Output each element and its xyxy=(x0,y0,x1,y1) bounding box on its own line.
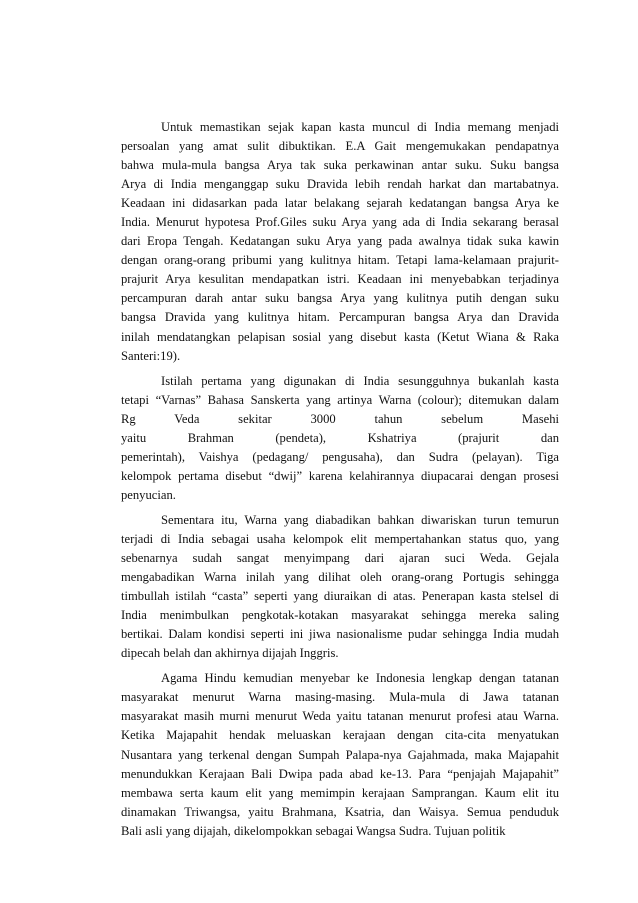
text-line: dengan orang-orang pribumi yang kulitnya hitam. Tetapi lama-kelamaan prajurit- xyxy=(121,253,559,268)
text-line: percampuran darah antar suku bangsa Arya yang kulitnya putih dengan suku xyxy=(121,291,559,306)
body-text xyxy=(121,118,559,847)
text-line: Ketika Majapahit hendak meluaskan kerajaan dengan cita-cita menyatukan xyxy=(121,728,559,743)
text-line: Bali asli yang dijajah, dikelompokkan sebagai Wangsa Sudra. Tujuan politik xyxy=(121,823,506,838)
text-line: terjadi di India sebagai usaha kelompok elit mempertahankan status quo, yang xyxy=(121,531,559,546)
text-line: Istilah pertama yang digunakan di India sesungguhnya bukanlah kasta xyxy=(161,373,559,388)
text-line: masyarakat masih murni menurut Weda yaitu tatanan menurut profesi atau Warna. xyxy=(121,709,559,724)
text-line: Keadaan ini didasarkan pada latar belakang sejarah kedatangan bangsa Arya ke xyxy=(121,196,559,211)
text-line: timbullah istilah “casta” seperti yang diuraikan di atas. Penerapan kasta stelsel di xyxy=(121,589,559,604)
text-line: Nusantara yang terkenal dengan Sumpah Palapa-nya Gajahmada, maka Majapahit xyxy=(121,747,559,762)
paragraph-1 xyxy=(121,118,559,366)
paragraph-3 xyxy=(121,511,559,663)
paragraph-2 xyxy=(121,372,559,505)
text-line: sebenarnya sudah sangat menyimpang dari ajaran suci Weda. Gejala xyxy=(121,551,559,566)
text-line: Rg Veda sekitar 3000 tahun sebelum Masehi xyxy=(121,411,559,426)
text-line: bahwa mula-mula bangsa Arya tak suka perkawinan antar suku. Suku bangsa xyxy=(121,158,559,173)
text-line: dari Eropa Tengah. Kedatangan suku Arya yang pada awalnya tidak suka kawin xyxy=(121,234,559,249)
text-line: bertikai. Dalam kondisi seperti ini jiwa nasionalisme pudar sehingga India mudah xyxy=(121,627,559,642)
text-line: prajurit Arya kesulitan mendapatkan istri. Keadaan ini menyebabkan terjadinya xyxy=(121,272,559,287)
text-line: Agama Hindu kemudian menyebar ke Indonesia lengkap dengan tatanan xyxy=(161,671,559,686)
paragraph-4 xyxy=(121,669,559,840)
text-line: menundukkan Kerajaan Bali Dwipa pada abad ke-13. Para “penjajah Majapahit” xyxy=(121,766,559,781)
text-line: inilah mendatangkan pelapisan sosial yang disebut kasta (Ketut Wiana & Raka xyxy=(121,329,559,344)
text-line: India. Menurut hypotesa Prof.Giles suku Arya yang ada di India sekarang berasal xyxy=(121,215,559,230)
text-line: membawa serta kaum elit yang memimpin kerajaan Samprangan. Kaum elit itu xyxy=(121,785,559,800)
text-line: bangsa Dravida yang kulitnya hitam. Percampuran bangsa Arya dan Dravida xyxy=(121,310,559,325)
text-line: dipecah belah dan akhirnya dijajah Inggris. xyxy=(121,646,339,661)
text-line: dinamakan Triwangsa, yaitu Brahmana, Ksatria, dan Waisya. Semua penduduk xyxy=(121,804,559,819)
text-line: yaitu Brahman (pendeta), Kshatriya (prajurit dan xyxy=(121,430,559,445)
text-line: Santeri:19). xyxy=(121,348,181,363)
text-line: Untuk memastikan sejak kapan kasta muncul di India memang menjadi xyxy=(161,120,559,134)
text-line: Arya di India menganggap suku Dravida lebih rendah harkat dan martabatnya. xyxy=(121,177,559,192)
text-line: persoalan yang amat sulit dibuktikan. E.A Gait mengemukakan pendapatnya xyxy=(121,139,559,154)
text-line: Sementara itu, Warna yang diabadikan bahkan diwariskan turun temurun xyxy=(161,512,559,527)
text-line: India menimbulkan pengkotak-kotakan masyarakat sehingga mereka saling xyxy=(121,608,559,623)
text-line: penyucian. xyxy=(121,487,176,502)
text-line: kelompok pertama disebut “dwij” karena kelahirannya diupacarai dengan prosesi xyxy=(121,468,559,483)
text-line: mengabadikan Warna inilah yang dilihat oleh orang-orang Portugis sehingga xyxy=(121,570,559,585)
text-line: tetapi “Varnas” Bahasa Sanskerta yang artinya Warna (colour); ditemukan dalam xyxy=(121,392,559,407)
text-line: pemerintah), Vaishya (pedagang/ pengusaha), dan Sudra (pelayan). Tiga xyxy=(121,449,559,464)
text-line: masyarakat menurut Warna masing-masing. Mula-mula di Jawa tatanan xyxy=(121,690,559,705)
